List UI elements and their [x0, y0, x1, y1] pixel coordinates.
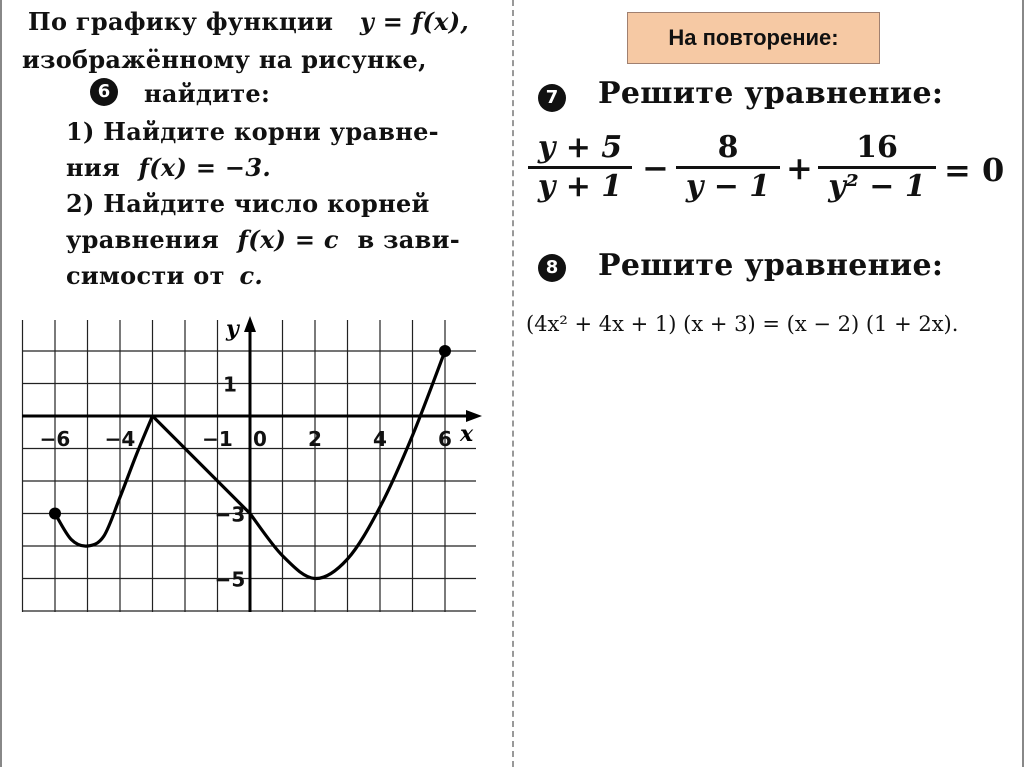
y-tick-label: −3 [214, 502, 246, 527]
task7-title: Решите уравнение: [598, 76, 944, 111]
task8-title: Решите уравнение: [598, 248, 944, 283]
fraction-3-denominator: y² − 1 [818, 166, 936, 205]
plus-operator: + [786, 149, 813, 187]
q2-variable: c. [239, 261, 264, 290]
task7-fraction-3 [818, 130, 936, 205]
task8-badge: 8 [538, 254, 566, 282]
q1-text: ния [66, 153, 120, 182]
graph-endpoint [439, 345, 451, 357]
x-tick-label: −4 [104, 427, 136, 451]
q2-text-cont: в зави- [357, 225, 460, 254]
fraction-1-numerator: y + 5 [537, 130, 623, 165]
x-tick-label: 2 [308, 427, 322, 451]
y-axis-label: y [226, 316, 239, 342]
y-axis-arrow [244, 316, 256, 332]
review-label: На повторение: [627, 12, 880, 64]
q2-equation: f(x) = c [237, 225, 339, 254]
q1-equation: f(x) = −3. [138, 153, 271, 182]
intro-text: По графику функции [28, 7, 334, 36]
task7-fraction-2 [676, 130, 780, 205]
x-tick-label: 0 [253, 427, 267, 451]
task6-intro-line2: изображённому на рисунке, [22, 45, 427, 74]
task7-badge: 7 [538, 84, 566, 112]
task6-badge: 6 [90, 78, 118, 106]
column-divider [512, 0, 514, 767]
fraction-2-numerator: 8 [717, 130, 739, 165]
q2-text: уравнения [66, 225, 220, 254]
task8-equation: (4x² + 4x + 1) (x + 3) = (x − 2) (1 + 2x). [526, 312, 959, 336]
fraction-1-denominator: y + 1 [528, 166, 632, 205]
task7-fraction-1 [528, 130, 632, 205]
function-notation: y = f(x), [359, 7, 470, 36]
y-tick-label: 1 [223, 372, 237, 397]
equals-zero: = 0 [944, 151, 1005, 189]
task6-q2-line1: 2) Найдите число корней [66, 189, 430, 218]
x-tick-label: −1 [202, 427, 233, 451]
x-tick-label: 6 [438, 427, 452, 451]
x-tick-label: −6 [39, 427, 71, 451]
task6-q1-line1: 1) Найдите корни уравне- [66, 117, 439, 146]
graph-endpoint [49, 508, 61, 520]
minus-operator: − [642, 149, 669, 187]
task6-find: найдите: [144, 79, 271, 108]
y-tick-label: −5 [214, 567, 246, 592]
x-tick-label: 4 [373, 427, 387, 451]
x-axis-label: x [460, 421, 474, 447]
fraction-3-numerator: 16 [856, 130, 898, 165]
q2-text-end: симости от [66, 261, 225, 290]
fraction-2-denominator: y − 1 [676, 166, 780, 205]
